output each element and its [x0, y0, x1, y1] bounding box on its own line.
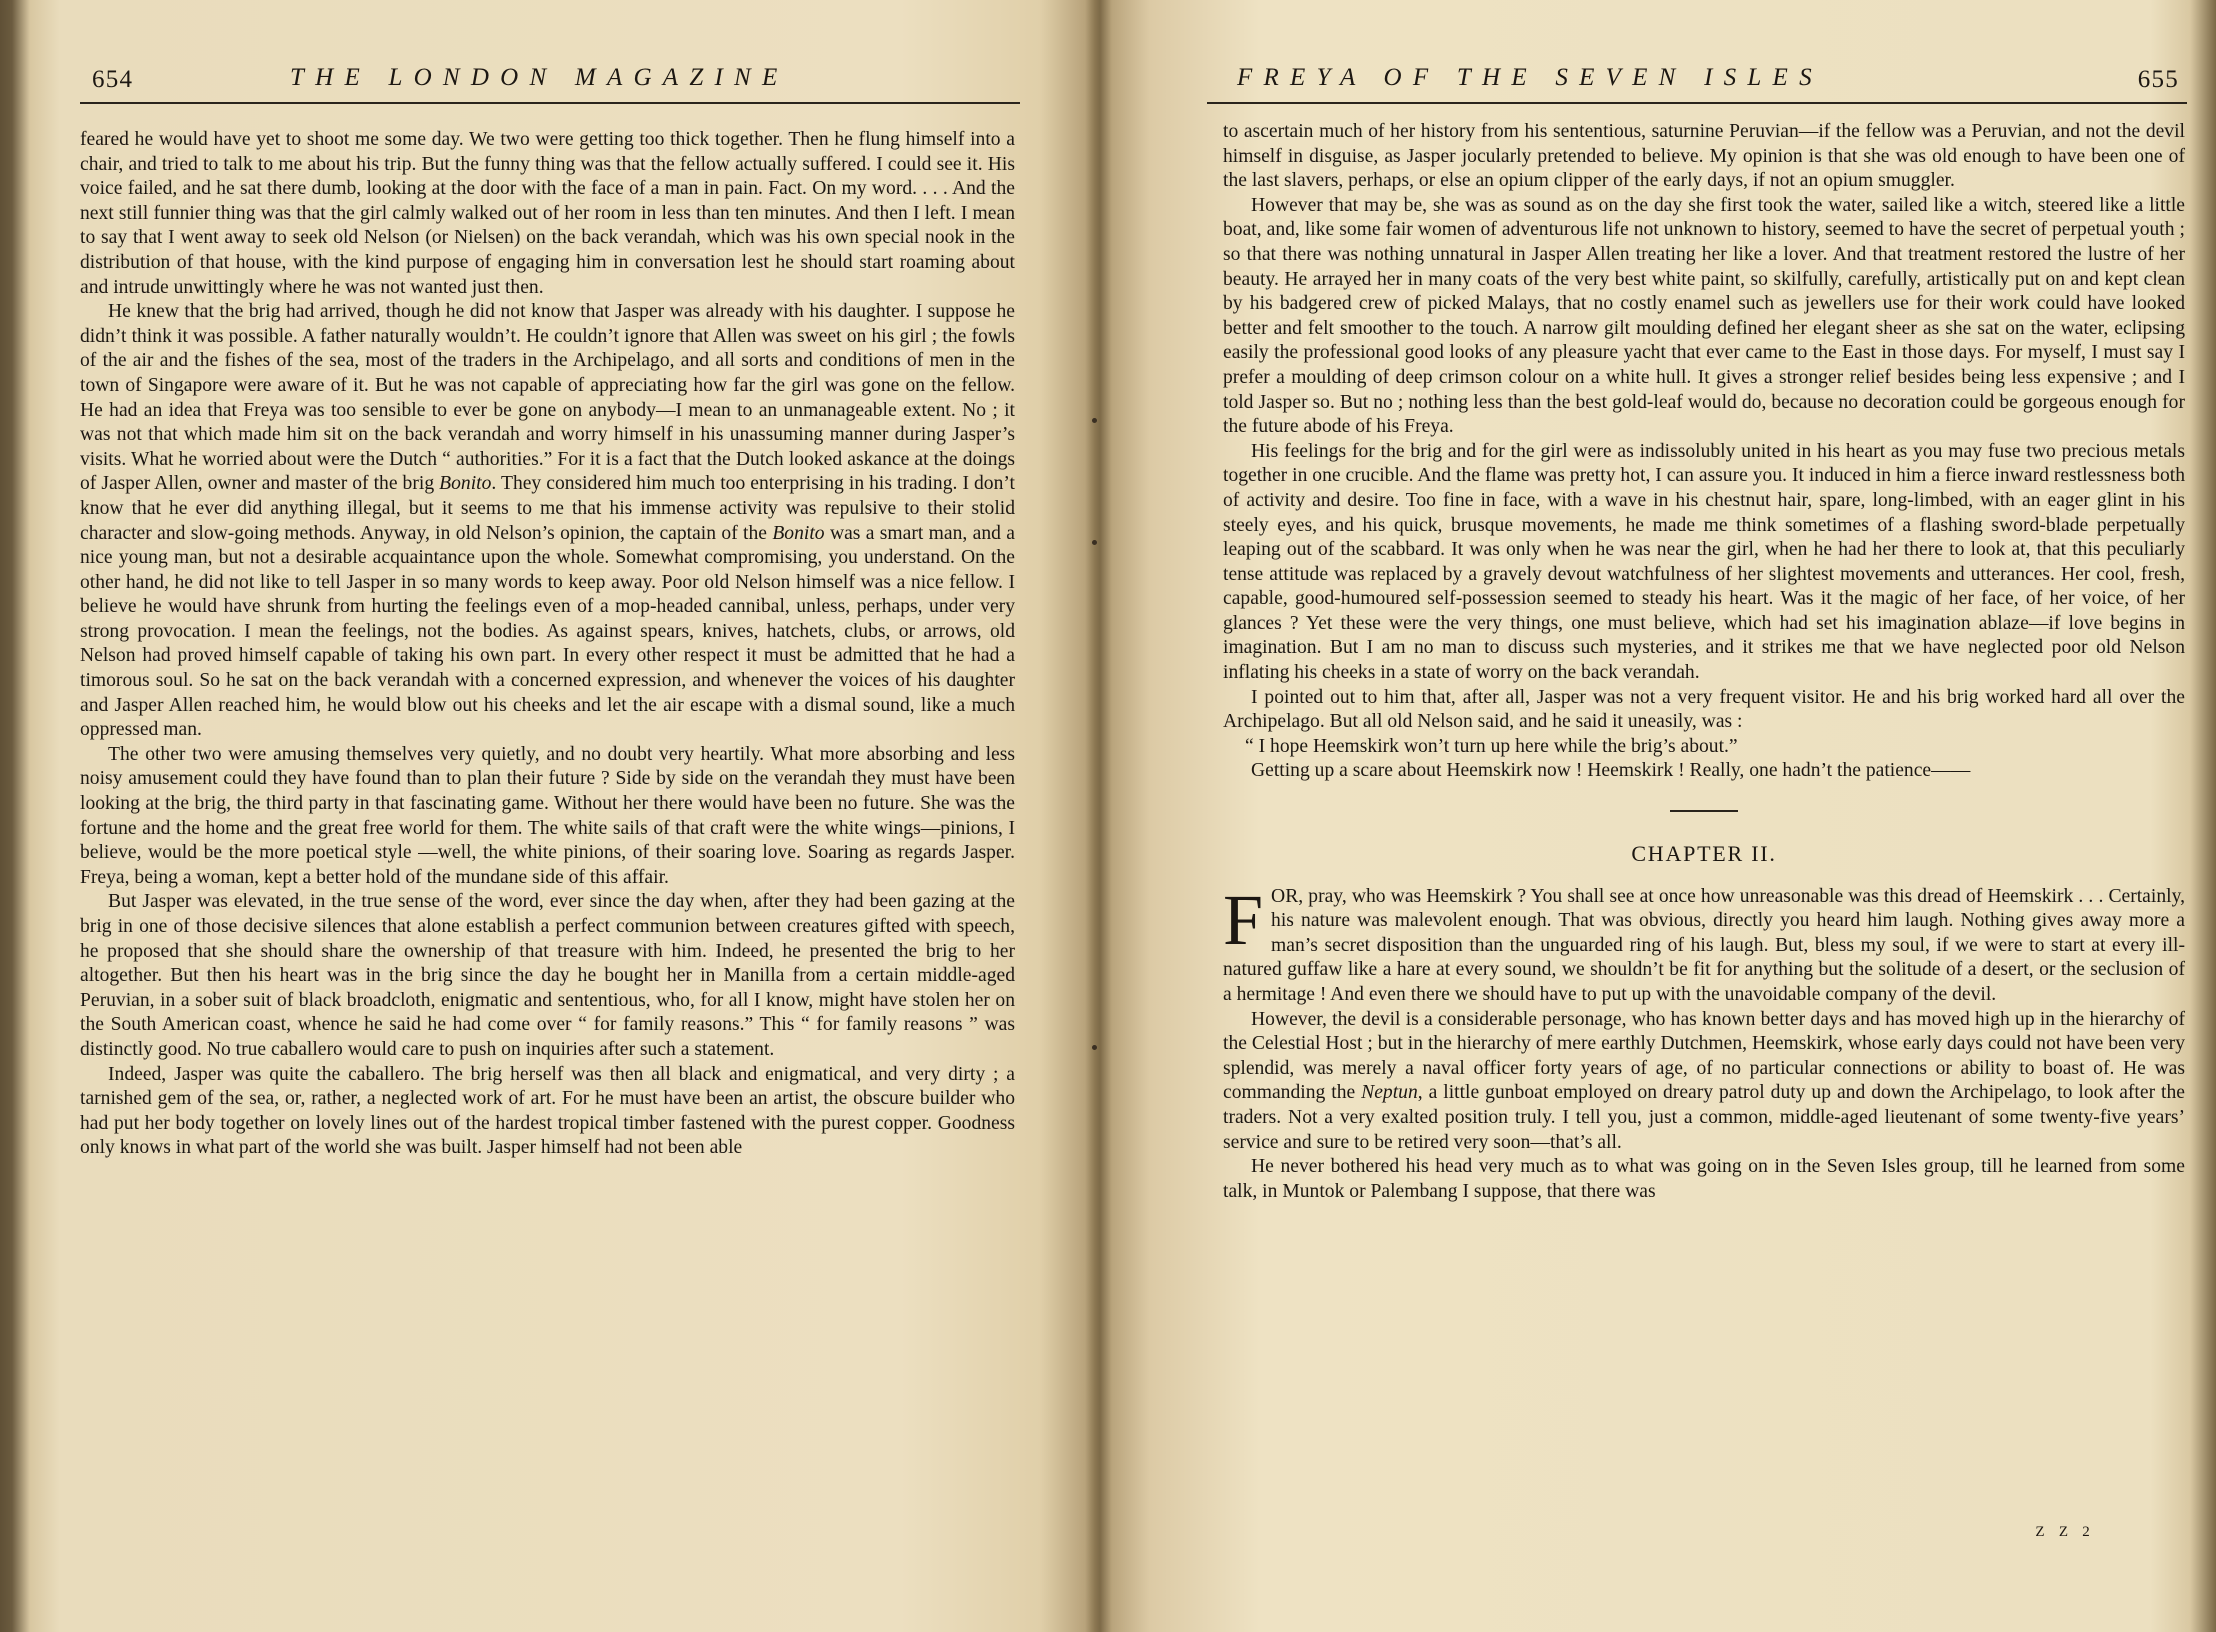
dialogue-line: “ I hope Heemskirk won’t turn up here while the brig’s about.”	[1245, 735, 1738, 757]
paragraph: He knew that the brig had arrived, though he did not know that Jasper was already with his daughter. I suppose he didn’t think it was possible. A father naturally wouldn’t. He couldn’t ignore that Allen was sweet on his girl ; the fowls of the air and the fishes of the sea, most of the traders in the Archipelago, and all sorts and conditions of men in the town of Singapore were aware of it. But he was not capable of appreciating how far the girl was gone on the fellow. He had an idea that Freya was too sensible to ever be gone on anybody—I mean to an unmanageable extent. No ; it was not that which made him sit on the back verandah and worry himself in his unassuming manner during Jasper’s visits. What he worried about were the Dutch “ authorities.” For it is a fact that the Dutch looked askance at the doings of Jasper Allen, owner and master of the brig Bonito. They considered him much too enterprising in his trading. I don’t know that he ever did anything illegal, but it seems to me that his immense activity was repulsive to their stolid character and slow-going methods. Anyway, in old Nelson’s opinion, the captain of the Bonito was a smart man, and a nice young man, but not a desirable acquaintance upon the whole. Somewhat compromising, you understand. On the other hand, he did not like to tell Jasper in so many words to keep away. Poor old Nelson himself was a nice fellow. I believe he would have shrunk from hurting the feelings even of a mop-headed cannibal, unless, perhaps, under very strong provocation. I mean the feelings, not the bodies. As against spears, knives, hatchets, clubs, or arrows, old Nelson had proved himself capable of taking his own part. In every other respect it must be admitted that he had a timorous soul. So he sat on the back verandah with a concerned expression, and whenever the voices of his daughter and Jasper Allen reached him, he would blow out his cheeks and let the air escape with a dismal sound, like a much oppressed man.	[80, 301, 1016, 741]
binding-thread-mark	[1092, 540, 1097, 545]
page-number-right: 655	[2137, 66, 2179, 93]
paragraph: His feelings for the brig and for the girl were as indissolubly united in his heart as you may fuse two precious metals together in one crucible. And the flame was pretty hot, I can assure you. It induced in him a fierce inward restlessness both of activity and desire. Too fine in face, with a wave in his chestnut hair, spare, long-limbed, with an eager glint in his steely eyes, and his quick, brusque movements, he made me think sometimes of a flashing sword-blade perpetually leaping out of the scabbard. It was only when he was near the girl, when he had her there to look at, that this peculiarly tense attitude was replaced by a gravely devout watchfulness of her slightest movements and utterances. Her cool, fresh, capable, good-humoured self-possession seemed to steady his heart. Was it the magic of her face, of her voice, of her glances ? Yet these were the very things, one must believe, which had set his imagination ablaze—if love begins in imagination. But I am no man to discuss such mysteries, and it strikes me that we have neglected poor old Nelson inflating his cheeks in a state of worry on the back verandah.	[1223, 440, 2185, 684]
story-title: FREYA OF THE SEVEN ISLES	[1237, 64, 1823, 91]
paragraph: However that may be, she was as sound as on the day she first took the water, sailed like a witch, steered like a little boat, and, like some fair women of adventurous life not unknown to history, seemed to have the secret of perpetual youth ; so that there was nothing unnatural in Jasper Allen treating her like a lover. And that treatment restored the lustre of her beauty. He arrayed her in many coats of the very best white paint, so skilfully, carefully, artistically put on and kept clean by his badgered crew of picked Malays, that no costly enamel such as jewellers use for their work could have looked better and felt smoother to the touch. A narrow gilt moulding defined her elegant sheer as she sat on the water, eclipsing easily the professional good looks of any pleasure yacht that ever came to the East in those days. For myself, I must say I prefer a moulding of deep crimson colour on a white hull. It gives a stronger relief besides being less expensive ; and I told Jasper so. But no ; nothing less than the best gold-leaf would do, because no decoration could be gorgeous enough for the future abode of his Freya.	[1223, 194, 2185, 438]
running-head-right	[1207, 60, 2187, 104]
binding-thread-mark	[1092, 1045, 1097, 1050]
drop-cap: F	[1223, 879, 1264, 960]
section-rule	[1670, 810, 1738, 812]
paragraph: The other two were amusing themselves very quietly, and no doubt very heartily. What more absorbing and less noisy amusement could they have found than to plan their future ? Side by side on the verandah they must have been looking at the brig, the third party in that fascinating game. Without her there would have been no future. She was the fortune and the home and the great free world for them. The white sails of that craft were the white wings—pinions, I believe, would be the more poetical style —well, the white pinions, of their soaring love. Soaring as regards Jasper. Freya, being a woman, kept a better hold of the mundane side of this affair.	[80, 743, 1015, 888]
paragraph: feared he would have yet to shoot me some day. We two were getting too thick together. Then he flung himself into a chair, and tried to talk to me about his trip. But the funny thing was that the fellow actually suffered. I could see it. His voice failed, and he sat there dumb, looking at the door with the face of a man in pain. Fact. On my word. . . . And the next still funnier thing was that the girl calmly walked out of her room in less than ten minutes. And then I left. I mean to say that I went away to seek old Nelson (or Nielsen) on the back verandah, which was his own special nook in the distribution of that house, with the kind purpose of engaging him in conversation lest he should start roaming about and intrude unwittingly where he was not wanted just then.	[80, 129, 1015, 298]
paragraph: Getting up a scare about Heemskirk now ! Heemskirk ! Really, one hadn’t the patience——	[1251, 760, 1971, 782]
chapter-heading: CHAPTER II.	[1631, 841, 1777, 867]
signature-mark: Z Z 2	[2035, 1524, 2095, 1540]
ship-name: Bonito	[439, 473, 492, 495]
paragraph: However, the devil is a considerable personage, who has known better days and has moved high up in the hierarchy of the Celestial Host ; but in the hierarchy of mere earthly Dutchmen, Heemskirk, whose early days could not have been very splendid, was merely a naval officer forty years of age, of no particular connections or ability to boast of. He was commanding the Neptun, a little gunboat employed on dreary patrol duty up and down the Archipelago, to look after the traders. Not a very exalted position truly. I tell you, just a common, middle-aged lieutenant of some twenty-five years’ service and sure to be retired very soon—that’s all.	[1223, 1008, 2185, 1153]
left-page	[30, 0, 1090, 1632]
chapter-opening-text: OR, pray, who was Heemskirk ? You shall see at once how unreasonable was this dread of Heemskirk . . . Certainly, his nature was malevolent enough. That was obvious, directly you heard him laugh. Nothing gives away more a man’s secret disposition than the unguarded ring of his laugh. But, bless my soul, if we were to start at every ill-natured guffaw like a hare at every sound, we shouldn’t be fit for anything but the solitude of a desert, or the seclusion of a hermitage ! And even there we should have to put up with the unavoidable company of the devil.	[1223, 885, 2185, 1005]
ship-name: Neptun	[1361, 1082, 1418, 1104]
right-page-text	[1223, 120, 2185, 1204]
paragraph: But Jasper was elevated, in the true sense of the word, ever since the day when, after they had been gazing at the brig in one of those decisive silences that alone establish a perfect communion between creatures gifted with speech, he proposed that she should share the ownership of that treasure with him. Indeed, he presented the brig to her altogether. But then his heart was in the brig since the day he bought her in Manilla from a certain middle-aged Peruvian, in a sober suit of black broadcloth, enigmatic and sententious, who, for all I know, might have stolen her on the South American coast, whence he said he had come over “ for family reasons.” This “ for family reasons ” was distinctly good. No true caballero would care to push on inquiries after such a statement.	[80, 891, 1015, 1060]
page-number-left: 654	[92, 66, 134, 93]
left-page-text	[80, 128, 1015, 1161]
magazine-title: THE LONDON MAGAZINE	[290, 64, 789, 91]
running-head-left	[80, 60, 1020, 104]
paragraph: I pointed out to him that, after all, Jasper was not a very frequent visitor. He and his brig worked hard all over the Archipelago. But all old Nelson said, and he said it uneasily, was :	[1223, 686, 2185, 733]
binding-thread-mark	[1092, 418, 1097, 423]
right-page	[1105, 0, 2205, 1632]
chapter-opening-paragraph	[1223, 879, 2185, 1008]
ship-name: Bonito	[772, 522, 825, 544]
paragraph: Indeed, Jasper was quite the caballero. The brig herself was then all black and enigmatical, and very dirty ; a tarnished gem of the sea, or, rather, a neglected work of art. For he must have been an artist, the obscure builder who had put her body together on lovely lines out of the hardest tropical timber fastened with the purest copper. Goodness only knows in what part of the world she was built. Jasper himself had not been able	[80, 1063, 1015, 1159]
paragraph: to ascertain much of her history from his sententious, saturnine Peruvian—if the fellow was a Peruvian, and not the devil himself in disguise, as Jasper jocularly pretended to believe. My opinion is that she was old enough to have been one of the last slavers, perhaps, or else an opium clipper of the early days, if not an opium smuggler.	[1223, 121, 2185, 192]
paragraph: He never bothered his head very much as to what was going on in the Seven Isles group, till he learned from some talk, in Muntok or Palembang I suppose, that there was	[1223, 1156, 2185, 1202]
